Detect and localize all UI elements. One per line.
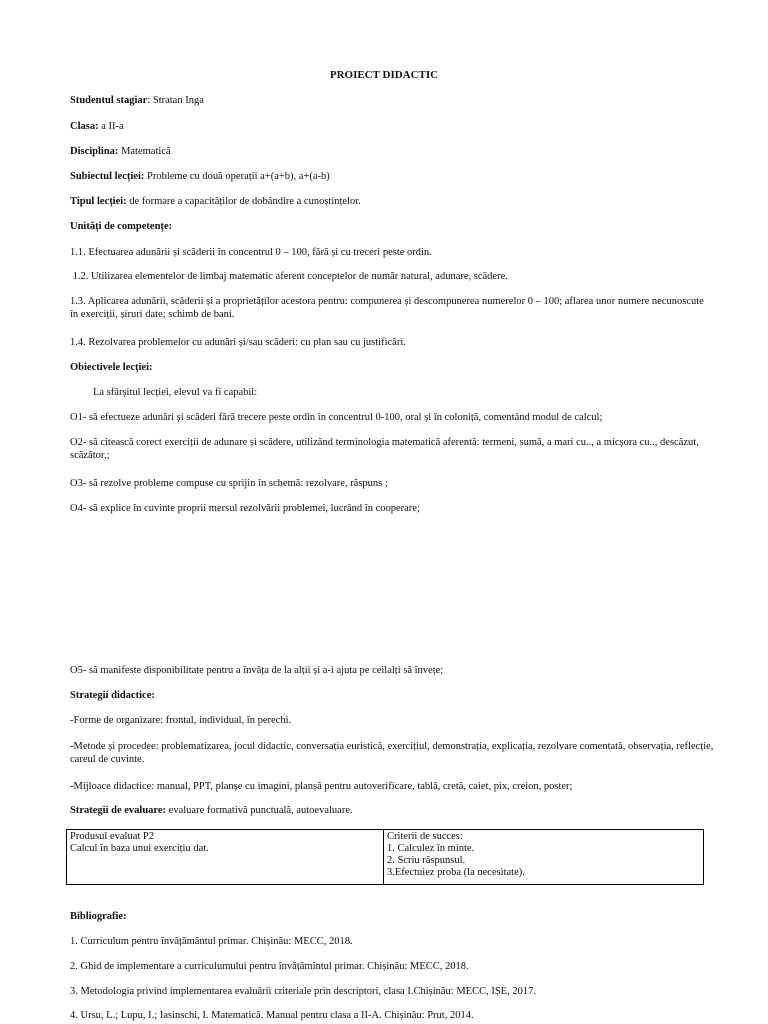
objective-item: O5- să manifeste disponibilitate pentru a învăța de la alții și a-i ajuta pe ceilalți să învețe;: [70, 665, 444, 676]
bibliography-heading: Bibliografie:: [70, 911, 127, 922]
discipline-line: [70, 145, 710, 158]
evaluated-product-cell: [67, 830, 384, 885]
discipline-value: Matematică: [118, 146, 171, 157]
subject-label: Subiectul lecției:: [70, 171, 145, 182]
discipline-label: Disciplina:: [70, 146, 119, 157]
criteria-item: 1. Calculez în minte.: [387, 843, 475, 854]
evaluated-product-desc: Calcul în baza unui exercițiu dat.: [70, 843, 209, 854]
evaluation-strategy-line: [70, 804, 710, 817]
bibliography-item: 3. Metodologia privind implementarea evaluării criteriale prin descriptori, clasa I.Chișinău: MECC, IȘE, 2017.: [70, 986, 536, 997]
objectives-heading: Obiectivele lecției:: [70, 362, 153, 373]
objectives-intro: La sfârșitul lecției, elevul va fi capabil:: [93, 387, 258, 398]
strategies-heading: Strategii didactice:: [70, 690, 155, 701]
competences-heading: Unități de competențe:: [70, 221, 173, 232]
evaluation-strategy-label: Strategii de evaluare:: [70, 805, 167, 816]
evaluated-product-title: Produsul evaluat P2: [70, 831, 154, 842]
class-label: Clasa:: [70, 121, 99, 132]
lesson-type-line: [70, 195, 710, 208]
bibliography-item: 2. Ghid de implementare a curriculumului pentru învățămîntul primar. Chișinău: MECC, 2018.: [70, 961, 469, 972]
student-label: Studentul stagiar: [70, 95, 148, 106]
criteria-heading: Criterii de succes:: [387, 831, 463, 842]
success-criteria-cell: [384, 830, 704, 885]
page-title: PROIECT DIDACTIC: [329, 69, 439, 81]
competence-item: 1.1. Efectuarea adunării și scăderii în concentrul 0 – 100, fără și cu treceri peste ordin.: [70, 247, 432, 258]
subject-value: Probleme cu două operații a+(a+b), a+(a-b): [144, 171, 330, 182]
evaluation-table: [66, 829, 704, 885]
lesson-type-value: de formare a capacităților de dobândire a cunoștințelor.: [126, 196, 361, 207]
class-value: a II-a: [98, 121, 124, 132]
criteria-item: 3.Efectuiez proba (la necesitate).: [387, 867, 525, 878]
objective-item: O1- să efectueze adunări și scăderi fără trecere peste ordin în concentrul 0-100, oral și în coloniță, comentând modul de calcul;: [70, 412, 603, 423]
class-line: [70, 120, 710, 133]
lesson-type-label: Tipul lecției:: [70, 196, 127, 207]
criteria-item: 2. Scriu răspunsul.: [387, 855, 466, 866]
objective-item: O2- să citească corect exerciții de adunare și scădere, utilizând terminologia matematică aferentă: termeni, sumă, a mari cu.., a micșora cu.., descăzut, scăzător,;: [70, 437, 699, 461]
strategy-means: -Mijloace didactice: manual, PPT, planșe cu imagini, planșă pentru autoverificare, tablă, cretă, caiet, pix, creion, poster;: [70, 781, 573, 792]
objective-item: O4- să explice în cuvinte proprii mersul rezolvării problemei, lucrând în cooperare;: [70, 503, 420, 514]
objective-item: O3- să rezolve probleme compuse cu sprijin în schemă: rezolvare, răspuns ;: [70, 478, 388, 489]
subject-line: [70, 170, 710, 183]
student-value: : Stratan Inga: [147, 95, 204, 106]
competence-item: 1.2. Utilizarea elementelor de limbaj matematic aferent conceptelor de număr natural, adunare, scădere.: [70, 271, 508, 282]
competence-item: 1.3. Aplicarea adunării, scăderii și a proprietăților acestora pentru: compunerea și descompunerea numerelor 0 – 100; aflarea unor numere necunoscute în exerciții, șiruri date; schimb de bani.: [70, 296, 704, 320]
evaluation-strategy-value: evaluare formativă punctuală, autoevaluare.: [166, 805, 353, 816]
bibliography-item: 4. Ursu, L.; Lupu, I.; Iasinschi, I. Matematică. Manual pentru clasa a II-A. Chișinău: Prut, 2014.: [70, 1010, 474, 1021]
student-line: [70, 94, 710, 107]
bibliography-item: 1. Curriculum pentru învățământul primar. Chișinău: MECC, 2018.: [70, 936, 353, 947]
table-row: [67, 830, 704, 885]
competence-item: 1.4. Rezolvarea problemelor cu adunări și/sau scăderi: cu plan sau cu justificări.: [70, 337, 406, 348]
strategy-forms: -Forme de organizare: frontal, individual, în perechi.: [70, 715, 292, 726]
strategy-methods: -Metode și procedee: problematizarea, jocul didactic, conversația euristică, exercițiul, demonstrația, explicația, rezolvare comentată, observația, reflecție, careul de cuvinte.: [70, 741, 714, 765]
